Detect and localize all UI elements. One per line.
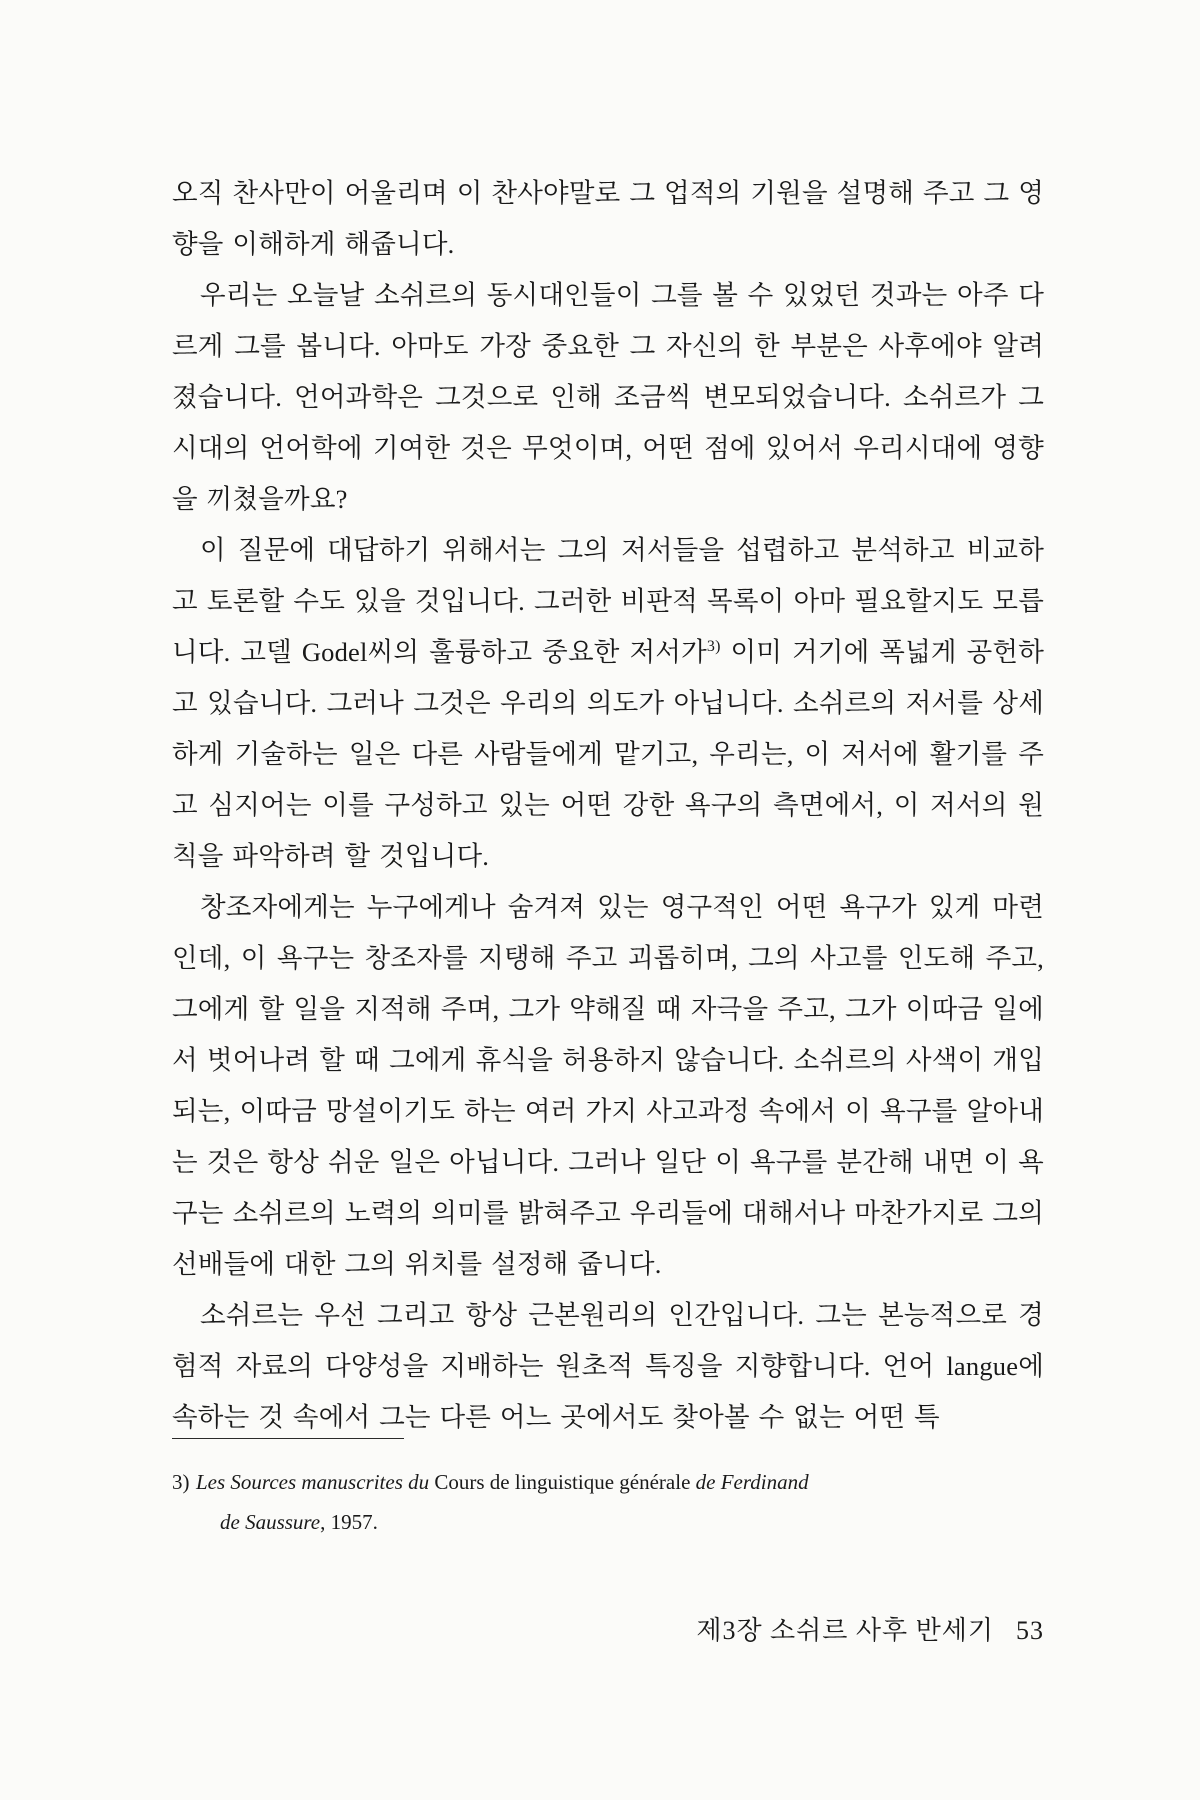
footnote-marker: 3) <box>172 1470 190 1494</box>
footnote-line-2 <box>220 1502 1044 1542</box>
footnote-title-italic-a: Les Sources manuscrites du <box>196 1470 430 1494</box>
footnote-author-italic: de Saussure <box>220 1510 321 1534</box>
footnote-reference-3[interactable]: 3) <box>706 638 721 656</box>
footnote-title-italic-b: de Ferdinand <box>695 1470 809 1494</box>
paragraph-3 <box>172 525 1044 882</box>
paragraph-2: 우리는 오늘날 소쉬르의 동시대인들이 그를 볼 수 있었던 것과는 아주 다르게 그를 봅니다. 아마도 가장 중요한 그 자신의 한 부분은 사후에야 알려졌습니다. 언어과학은 그것으로 인해 조금씩 변모되었습니다. 소쉬르가 그 시대의 언어학에 기여한 것은 무엇이며, 어떤 점에 있어서 우리시대에 영향을 끼쳤을까요? <box>172 280 1044 514</box>
paragraph-5: 소쉬르는 우선 그리고 항상 근본원리의 인간입니다. 그는 본능적으로 경험적 자료의 다양성을 지배하는 원초적 특징을 지향합니다. 언어 langue에 속하는 것 속에서 그는 다른 어느 곳에서도 찾아볼 수 없는 어떤 특 <box>172 1300 1044 1432</box>
page-number: 53 <box>1016 1616 1044 1645</box>
paragraph-1: 오직 찬사만이 어울리며 이 찬사야말로 그 업적의 기원을 설명해 주고 그 영향을 이해하게 해줍니다. <box>172 178 1044 259</box>
paragraph-3-text-after-note: 이미 거기에 폭넓게 공헌하고 있습니다. 그러나 그것은 우리의 의도가 아닙니다. 소쉬르의 저서를 상세하게 기술하는 일은 다른 사람들에게 맡기고, 우리는, 이 저서에 활기를 주고 심지어는 이를 구성하고 있는 어떤 강한 욕구의 측면에서, 이 저서의 원칙을 파악하려 할 것입니다. <box>172 637 1044 871</box>
footnote-separator <box>172 1438 404 1439</box>
footnote-title-roman-a: Cours de linguistique générale <box>429 1470 696 1494</box>
paragraph-4: 창조자에게는 누구에게나 숨겨져 있는 영구적인 어떤 욕구가 있게 마련인데, 이 욕구는 창조자를 지탱해 주고 괴롭히며, 그의 사고를 인도해 주고, 그에게 할 일을 지적해 주며, 그가 약해질 때 자극을 주고, 그가 이따금 일에서 벗어나려 할 때 그에게 휴식을 허용하지 않습니다. 소쉬르의 사색이 개입되는, 이따금 망설이기도 하는 여러 가지 사고과정 속에서 이 욕구를 알아내는 것은 항상 쉬운 일은 아닙니다. 그러나 일단 이 욕구를 분간해 내면 이 욕구는 소쉬르의 노력의 의미를 밝혀주고 우리들에 대해서나 마찬가지로 그의 선배들에 대한 그의 위치를 설정해 줍니다. <box>172 892 1044 1279</box>
page-body <box>172 168 1044 1443</box>
paragraph-3-text-before-note: 이 질문에 대답하기 위해서는 그의 저서들을 섭렵하고 분석하고 비교하고 토론할 수도 있을 것입니다. 그러한 비판적 목록이 아마 필요할지도 모릅니다. 고델 Godel씨의 훌륭하고 중요한 저서가 <box>172 535 1044 667</box>
page-footer <box>172 1610 1044 1647</box>
running-chapter-title: 제3장 소쉬르 사후 반세기 <box>696 1616 994 1645</box>
footnote-year: , 1957. <box>320 1510 378 1534</box>
footnote-block <box>172 1462 1044 1542</box>
